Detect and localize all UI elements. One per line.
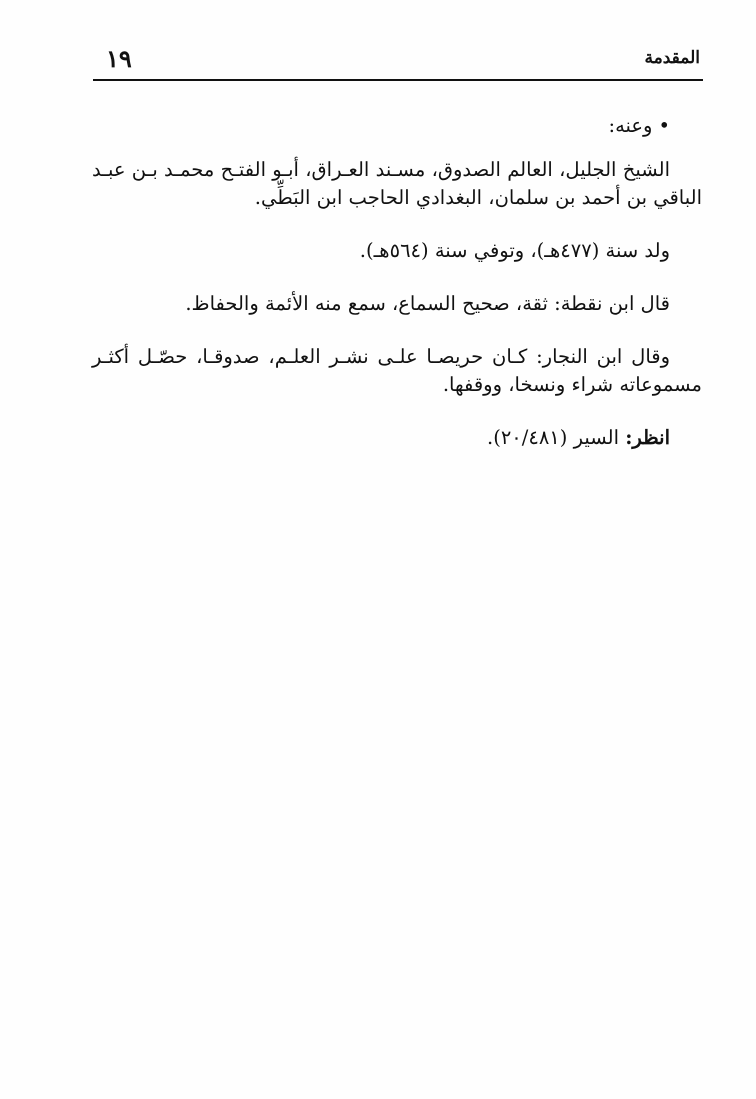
bullet-icon: • — [658, 114, 670, 137]
reference-label: انظر: — [625, 426, 670, 449]
ibn-najjar-paragraph — [92, 343, 702, 399]
ibn-najjar-line-2: مسموعاته شراء ونسخا، ووقفها. — [442, 373, 702, 396]
biography-paragraph — [92, 156, 702, 212]
biography-line-1: الشيخ الجليل، العالم الصدوق، مسـند العـراق، أبـو الفتـح محمـد بـن عبـد — [92, 158, 670, 181]
page-header — [92, 44, 702, 78]
intro-text: وعنه: — [608, 114, 653, 137]
ibn-najjar-line-1: وقال ابن النجار: كـان حريصـا علـى نشـر العلـم، صدوقـا، حصّـل أكثـر — [92, 345, 670, 368]
reference-line — [92, 424, 670, 452]
header-rule — [93, 79, 703, 81]
ibn-nuqta-paragraph: قال ابن نقطة: ثقة، صحيح السماع، سمع منه الأئمة والحفاظ. — [185, 292, 670, 315]
running-title: المقدمة — [644, 48, 700, 68]
birth-death-paragraph: ولد سنة (٤٧٧هـ)، وتوفي سنة (٥٦٤هـ). — [359, 239, 670, 262]
body-text — [92, 112, 702, 477]
page-number: ١٩ — [106, 44, 132, 73]
reference-text: السير (٢٠/٤٨١). — [487, 426, 626, 449]
biography-line-2: الباقي بن أحمد بن سلمان، البغدادي الحاجب ابن البَطِّي. — [254, 186, 702, 209]
intro-line — [92, 112, 670, 140]
